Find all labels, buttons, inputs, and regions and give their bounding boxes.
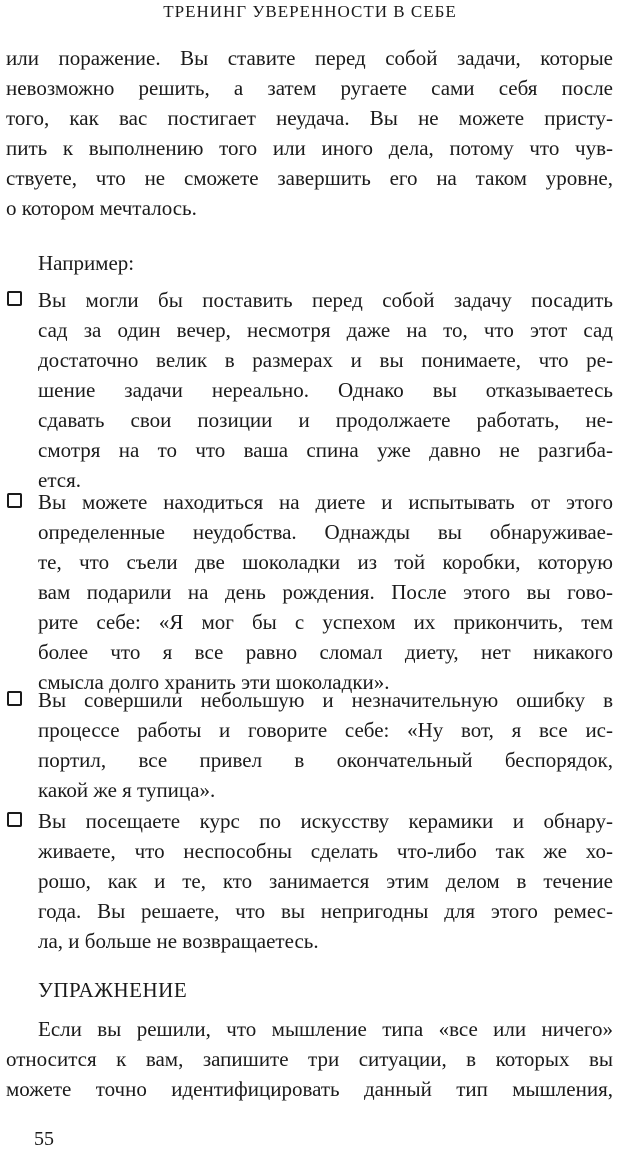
checkbox-icon <box>7 691 22 706</box>
list-item-line: смысла долго хранить эти шоколадки». <box>38 670 390 694</box>
intro-line: о котором мечталось. <box>6 196 197 220</box>
list-item-line: процессе работы и говорите себе: «Ну вот, я все ис- <box>38 718 613 742</box>
list-item-line: достаточно велик в размерах и вы понимаете, что ре- <box>38 348 613 372</box>
exercise-line: можете точно идентифицировать данный тип мышления, <box>6 1077 613 1101</box>
list-item-line: живаете, что неспособны сделать что-либо так же хо- <box>38 839 613 863</box>
list-item-line: те, что съели две шоколадки из той коробки, которую <box>38 550 613 574</box>
checkbox-icon <box>7 291 22 306</box>
list-item-line: года. Вы решаете, что вы непригодны для этого ремес- <box>38 899 613 923</box>
intro-line: ствуете, что не сможете завершить его на таком уровне, <box>6 166 613 190</box>
checkbox-icon <box>7 812 22 827</box>
list-item-line: шение задачи нереально. Однако вы отказываетесь <box>38 378 613 402</box>
list-item-line: Вы можете находиться на диете и испытывать от этого <box>38 490 613 514</box>
list-item-line: сдавать свои позиции и продолжаете работать, не- <box>38 408 613 432</box>
intro-line: того, как вас постигает неудача. Вы не можете присту- <box>6 106 613 130</box>
list-item-line: портил, все привел в окончательный беспорядок, <box>38 748 613 772</box>
list-item-line: сад за один вечер, несмотря даже на то, что этот сад <box>38 318 613 342</box>
list-item-line: вам подарили на день рождения. После этого вы гово- <box>38 580 613 604</box>
exercise-heading: УПРАЖНЕНИЕ <box>38 978 188 1002</box>
intro-line: пить к выполнению того или иного дела, потому что чув- <box>6 136 613 160</box>
list-item-line: ла, и больше не возвращаетесь. <box>38 929 319 953</box>
exercise-line: относится к вам, запишите три ситуации, в которых вы <box>6 1047 613 1071</box>
example-label: Например: <box>38 251 135 275</box>
list-item-line: ется. <box>38 468 81 492</box>
intro-line: невозможно решить, а затем ругаете сами себя после <box>6 76 613 100</box>
list-item-line: рошо, как и те, кто занимается этим делом в течение <box>38 869 613 893</box>
exercise-line: Если вы решили, что мышление типа «все или ничего» <box>38 1017 613 1041</box>
list-item-line: смотря на то что ваша спина уже давно не разгиба- <box>38 438 613 462</box>
list-item-line: Вы посещаете курс по искусству керамики и обнару- <box>38 809 613 833</box>
list-item-line: Вы могли бы поставить перед собой задачу посадить <box>38 288 613 312</box>
list-item-line: определенные неудобства. Однажды вы обнаруживае- <box>38 520 613 544</box>
list-item-line: какой же я тупица». <box>38 778 216 802</box>
checkbox-icon <box>7 493 22 508</box>
page-number: 55 <box>34 1128 54 1150</box>
running-head: ТРЕНИНГ УВЕРЕННОСТИ В СЕБЕ <box>163 2 457 21</box>
intro-line: или поражение. Вы ставите перед собой задачи, которые <box>6 46 613 70</box>
list-item-line: рите себе: «Я мог бы с успехом их прикончить, тем <box>38 610 613 634</box>
list-item-line: Вы совершили небольшую и незначительную ошибку в <box>38 688 613 712</box>
list-item-line: более что я все равно сломал диету, нет никакого <box>38 640 613 664</box>
